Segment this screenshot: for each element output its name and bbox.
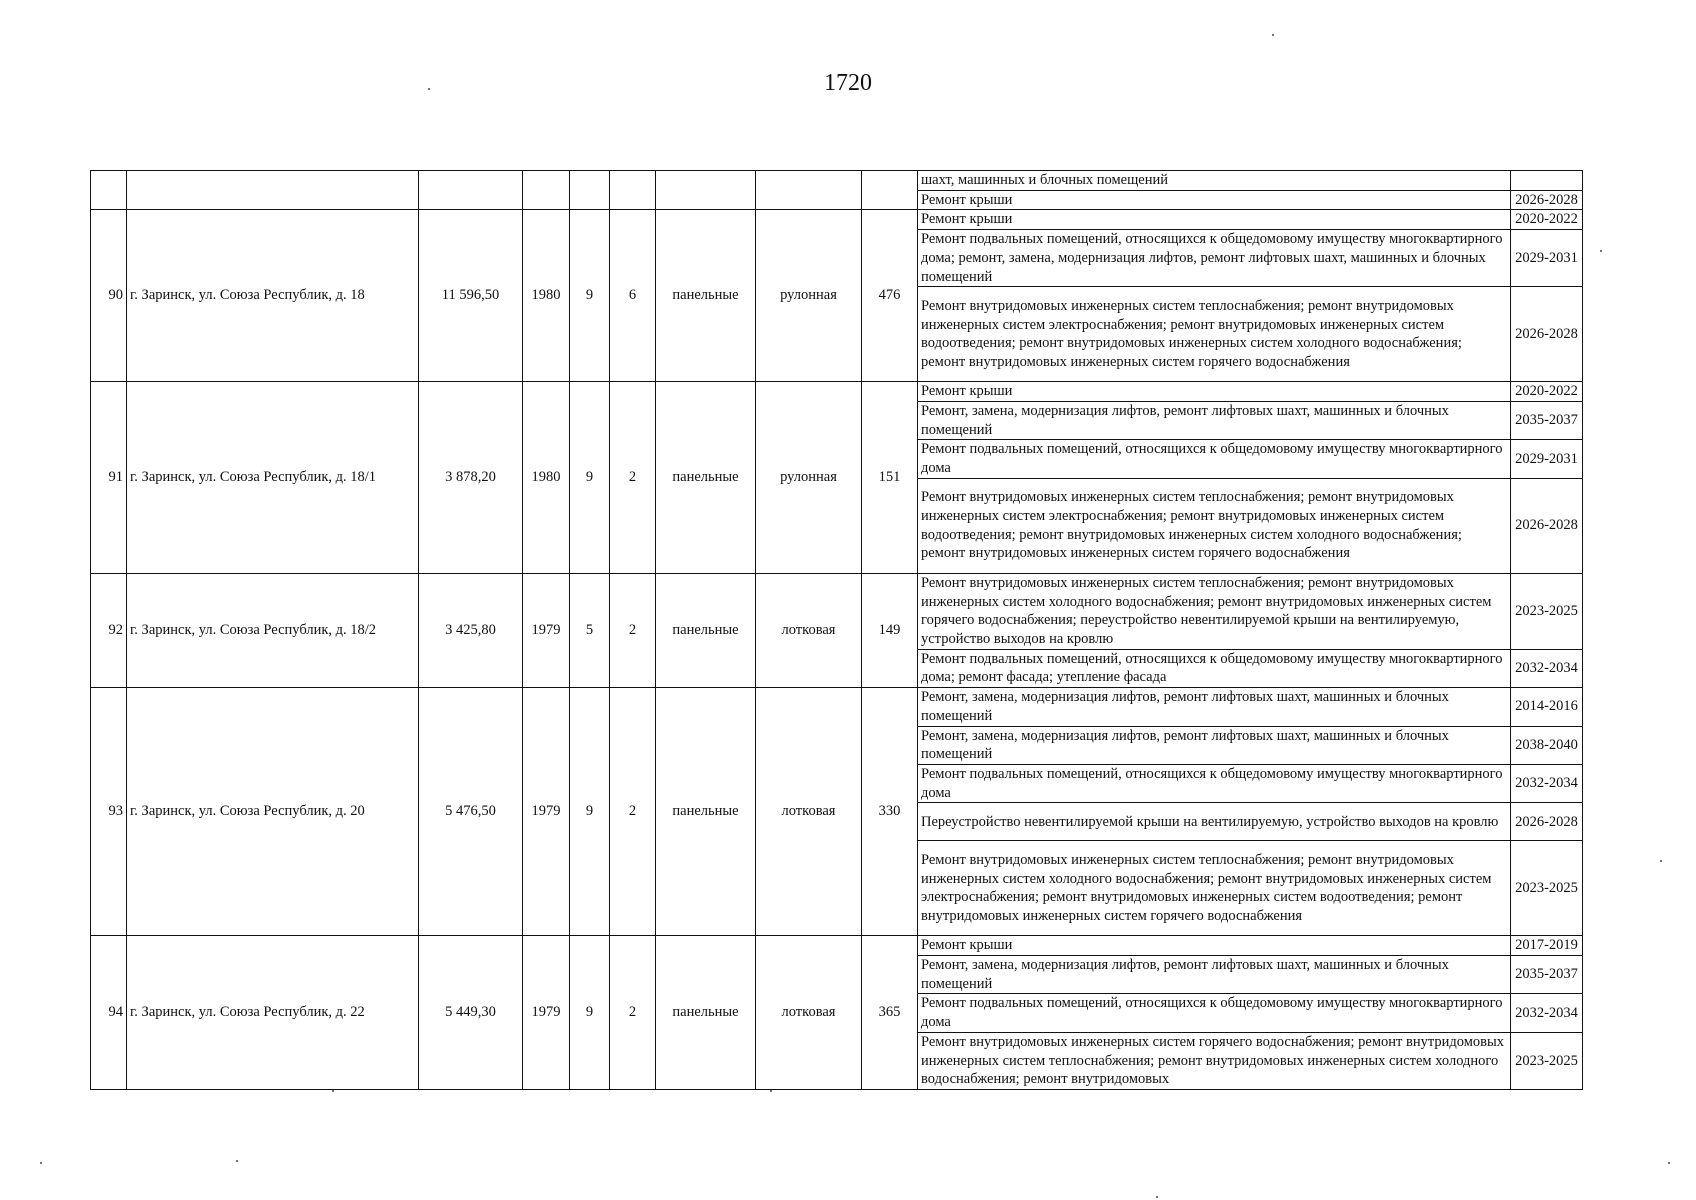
work-period: 2023-2025 [1511,1032,1583,1089]
work-description: Ремонт подвальных помещений, относящихся к общедомовому имуществу многоквартирного дома [918,440,1511,478]
work-description: шахт, машинных и блочных помещений [918,171,1511,191]
work-period: 2017-2019 [1511,936,1583,956]
work-period: 2026-2028 [1511,478,1583,573]
house-area: 5 449,30 [419,936,523,1090]
carry-empty-cell [127,171,419,210]
work-description: Ремонт, замена, модернизация лифтов, ремонт лифтовых шахт, машинных и блочных помещений [918,688,1511,726]
row-number: 92 [91,573,127,687]
build-year: 1980 [523,210,570,382]
work-period: 2023-2025 [1511,573,1583,649]
carry-empty-cell [419,171,523,210]
page-number: 1720 [824,70,872,96]
work-description: Ремонт внутридомовых инженерных систем теплоснабжения; ремонт внутридомовых инженерных систем холодного водоснабжения; ремонт внутридомовых инженерных систем горячего водоснабжения; переустройство невентилируемой крыши на вентилируемую, устройство выходов на кровлю [918,573,1511,649]
work-period: 2026-2028 [1511,190,1583,210]
work-period: 2029-2031 [1511,440,1583,478]
work-description: Ремонт внутридомовых инженерных систем теплоснабжения; ремонт внутридомовых инженерных систем электроснабжения; ремонт внутридомовых инженерных систем водоотведения; ремонт внутридомовых инженерных систем холодного водоснабжения; ремонт внутридомовых инженерных систем горячего водоснабжения [918,478,1511,573]
work-description: Ремонт, замена, модернизация лифтов, ремонт лифтовых шахт, машинных и блочных помещений [918,726,1511,764]
house-address: г. Заринск, ул. Союза Республик, д. 18 [127,210,419,382]
table-row [91,382,1583,402]
carry-empty-cell [862,171,918,210]
table-row [91,573,1583,649]
carry-empty-cell [91,171,127,210]
row-number: 90 [91,210,127,382]
floor-count: 9 [570,382,610,574]
scan-speck [1600,250,1602,252]
house-address: г. Заринск, ул. Союза Республик, д. 20 [127,688,419,936]
wall-material: панельные [656,936,756,1090]
work-period: 2014-2016 [1511,688,1583,726]
resident-count: 149 [862,573,918,687]
carry-empty-cell [756,171,862,210]
scan-speck [770,1090,772,1092]
work-period: 2029-2031 [1511,230,1583,287]
house-area: 11 596,50 [419,210,523,382]
row-number: 93 [91,688,127,936]
table-row [91,210,1583,230]
table-row [91,171,1583,191]
work-description: Ремонт подвальных помещений, относящихся к общедомовому имуществу многоквартирного дома [918,994,1511,1032]
resident-count: 365 [862,936,918,1090]
work-description: Ремонт крыши [918,210,1511,230]
wall-material: панельные [656,210,756,382]
roof-type: лотковая [756,573,862,687]
scan-speck [428,88,430,90]
work-period: 2020-2022 [1511,382,1583,402]
work-period: 2032-2034 [1511,764,1583,802]
scan-speck [1660,860,1662,862]
entrance-count: 2 [610,936,656,1090]
scan-speck [1156,1196,1158,1198]
table-row [91,936,1583,956]
work-description: Ремонт, замена, модернизация лифтов, ремонт лифтовых шахт, машинных и блочных помещений [918,401,1511,439]
carry-empty-cell [523,171,570,210]
scan-speck [236,1160,238,1162]
floor-count: 9 [570,210,610,382]
work-period: 2026-2028 [1511,803,1583,841]
row-number: 91 [91,382,127,574]
roof-type: лотковая [756,936,862,1090]
carry-empty-cell [656,171,756,210]
resident-count: 151 [862,382,918,574]
roof-type: рулонная [756,210,862,382]
work-description: Ремонт внутридомовых инженерных систем теплоснабжения; ремонт внутридомовых инженерных систем холодного водоснабжения; ремонт внутридомовых инженерных систем электроснабжения; ремонт внутридомовых инженерных систем водоотведения; ремонт внутридомовых инженерных систем горячего водоснабжения [918,841,1511,936]
floor-count: 9 [570,936,610,1090]
scan-speck [1272,34,1274,36]
work-period: 2032-2034 [1511,649,1583,687]
resident-count: 476 [862,210,918,382]
build-year: 1979 [523,573,570,687]
work-description: Ремонт крыши [918,936,1511,956]
roof-type: рулонная [756,382,862,574]
work-period: 2038-2040 [1511,726,1583,764]
work-period: 2035-2037 [1511,401,1583,439]
work-description: Ремонт подвальных помещений, относящихся к общедомовому имуществу многоквартирного дома [918,764,1511,802]
wall-material: панельные [656,573,756,687]
work-period: 2032-2034 [1511,994,1583,1032]
house-area: 3 878,20 [419,382,523,574]
carry-empty-cell [610,171,656,210]
entrance-count: 6 [610,210,656,382]
floor-count: 5 [570,573,610,687]
entrance-count: 2 [610,573,656,687]
work-description: Ремонт подвальных помещений, относящихся к общедомовому имуществу многоквартирного дома; ремонт, замена, модернизация лифтов, ремонт лифтовых шахт, машинных и блочных помещений [918,230,1511,287]
scan-speck [1668,1162,1670,1164]
table-row [91,688,1583,726]
build-year: 1980 [523,382,570,574]
scan-speck [332,1090,334,1092]
work-description: Переустройство невентилируемой крыши на вентилируемую, устройство выходов на кровлю [918,803,1511,841]
work-description: Ремонт крыши [918,190,1511,210]
work-description: Ремонт подвальных помещений, относящихся к общедомовому имуществу многоквартирного дома; ремонт фасада; утепление фасада [918,649,1511,687]
work-description: Ремонт крыши [918,382,1511,402]
resident-count: 330 [862,688,918,936]
work-period: 2020-2022 [1511,210,1583,230]
work-description: Ремонт внутридомовых инженерных систем теплоснабжения; ремонт внутридомовых инженерных систем электроснабжения; ремонт внутридомовых инженерных систем водоотведения; ремонт внутридомовых инженерных систем холодного водоснабжения; ремонт внутридомовых инженерных систем горячего водоснабжения [918,287,1511,382]
build-year: 1979 [523,688,570,936]
build-year: 1979 [523,936,570,1090]
roof-type: лотковая [756,688,862,936]
wall-material: панельные [656,382,756,574]
housing-repair-table [90,170,1583,1090]
entrance-count: 2 [610,688,656,936]
house-area: 5 476,50 [419,688,523,936]
work-period: 2023-2025 [1511,841,1583,936]
work-description: Ремонт внутридомовых инженерных систем горячего водоснабжения; ремонт внутридомовых инженерных систем теплоснабжения; ремонт внутридомовых инженерных систем холодного водоснабжения; ремонт внутридомовых [918,1032,1511,1089]
house-address: г. Заринск, ул. Союза Республик, д. 22 [127,936,419,1090]
work-period: 2026-2028 [1511,287,1583,382]
entrance-count: 2 [610,382,656,574]
work-description: Ремонт, замена, модернизация лифтов, ремонт лифтовых шахт, машинных и блочных помещений [918,956,1511,994]
row-number: 94 [91,936,127,1090]
house-area: 3 425,80 [419,573,523,687]
work-period [1511,171,1583,191]
scan-speck [40,1162,42,1164]
house-address: г. Заринск, ул. Союза Республик, д. 18/2 [127,573,419,687]
work-period: 2035-2037 [1511,956,1583,994]
floor-count: 9 [570,688,610,936]
carry-empty-cell [570,171,610,210]
house-address: г. Заринск, ул. Союза Республик, д. 18/1 [127,382,419,574]
wall-material: панельные [656,688,756,936]
